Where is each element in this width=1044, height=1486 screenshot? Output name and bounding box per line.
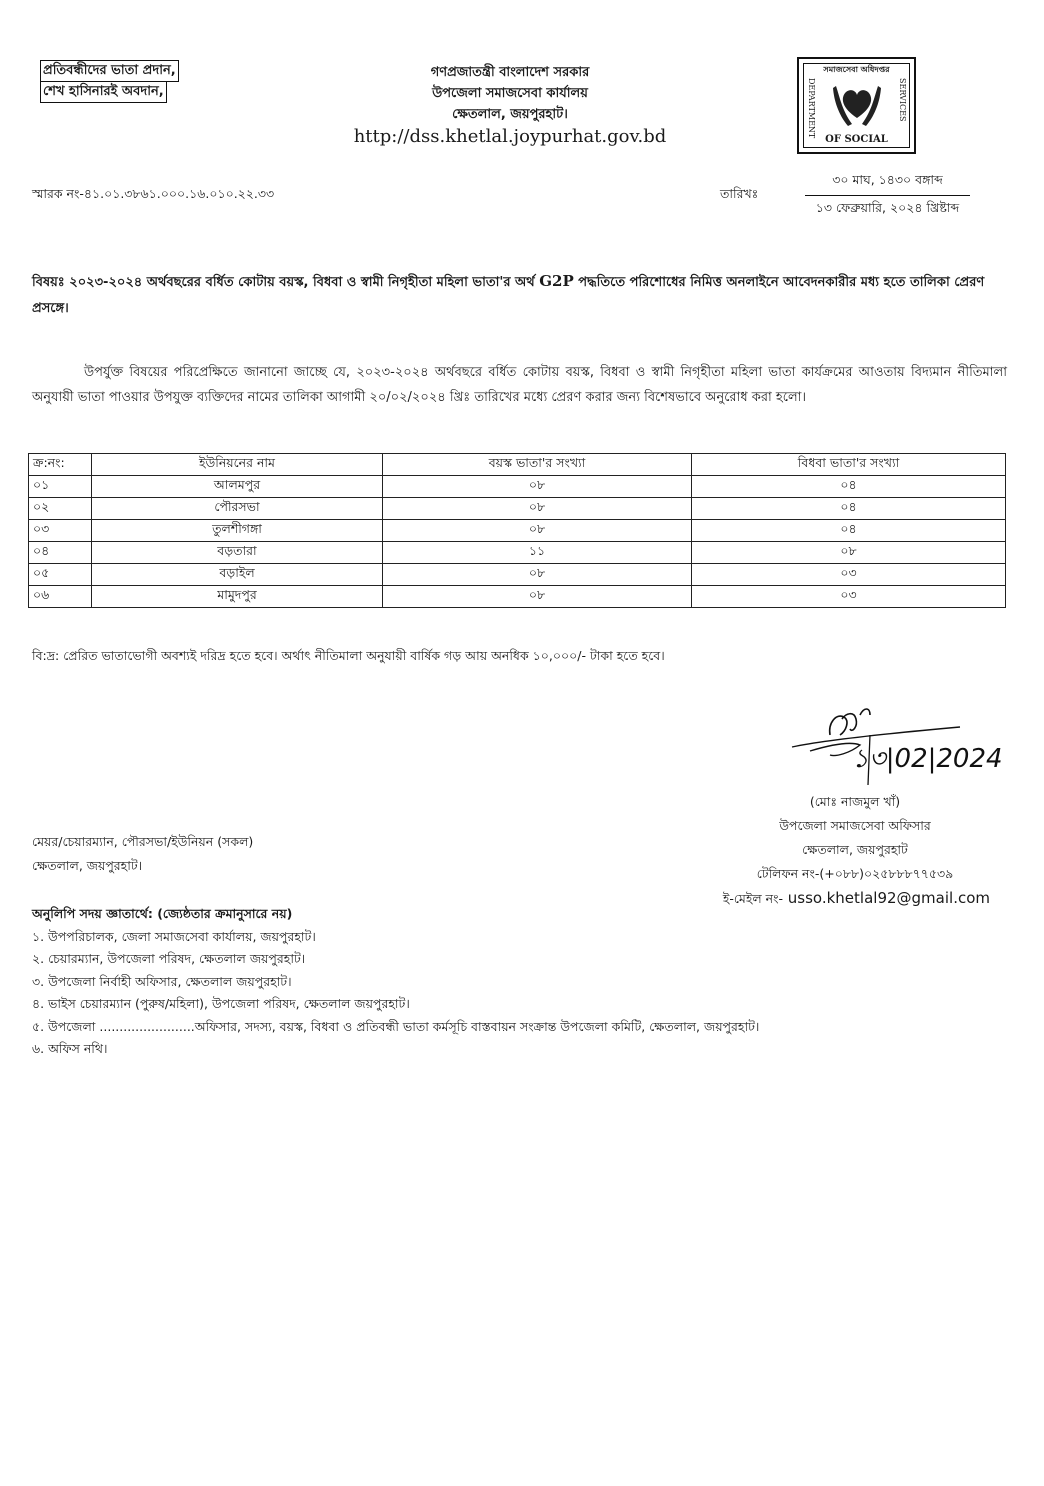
date-block [805,172,970,220]
cell-elderly: ০৮ [383,586,692,608]
cell-serial: ০২ [29,498,92,520]
recipient-line-1: মেয়র/চেয়ারম্যান, পৌরসভা/ইউনিয়ন (সকল) [32,834,254,849]
body-paragraph [32,360,1007,410]
cc-item: ২. চেয়ারম্যান, উপজেলা পরিষদ, ক্ষেতলাল জয়পুরহাট। [32,951,306,966]
table-row [29,586,1006,608]
header-elderly-count: বয়স্ক ভাতা'র সংখ্যা [383,454,692,476]
cell-elderly: ০৮ [383,476,692,498]
email-address[interactable]: usso.khetlal92@gmail.com [787,889,990,907]
date-bangla: ৩০ মাঘ, ১৪৩০ বঙ্গাব্দ [805,172,970,196]
date-label: তারিখঃ [720,186,759,201]
header-widow-count: বিধবা ভাতা'র সংখ্যা [692,454,1006,476]
cell-union: বড়াইল [92,564,383,586]
recipient-block [32,830,253,878]
cell-widow: ০৪ [692,520,1006,542]
date-gregorian: ১৩ ফেব্রুয়ারি, ২০২৪ খ্রিষ্টাব্দ [815,200,960,215]
slogan-line-2: শেখ হাসিনারই অবদান, [40,81,167,103]
special-note: বি:দ্র: প্রেরিত ভাতাভোগী অবশ্যই দরিদ্র হতে হবে। অর্থাৎ নীতিমালা অনুযায়ী বার্ষিক গড় আয় অনধিক ১০,০০০/- টাকা হতে হবে। [32,648,665,663]
department-logo [797,57,916,154]
body-text: উপর্যুক্ত বিষয়ের পরিপ্রেক্ষিতে জানানো জাচ্ছে যে, ২০২৩-২০২৪ অর্থবছরে বর্ধিত কোটায় বয়স্ক, বিধবা ও স্বামী নিগৃহীতা মহিলা ভাতা কার্যক্রমের আওতায় বিদ্যমান নীতিমালা অনুযায়ী ভাতা পাওয়ার উপযুক্ত ব্যক্তিদের নামের তালিকা আগামী ২০/০২/২০২৪ খ্রিঃ তারিখের মধ্যে প্রেরণ করার জন্য বিশেষভাবে অনুরোধ করা হলো। [32,365,1007,405]
signature-date: ১৩|02|2024 [852,744,1003,774]
government-name: গণপ্রজাতন্ত্রী বাংলাদেশ সরকার [430,65,590,80]
cell-elderly: ০৮ [383,520,692,542]
signer-block [700,790,1010,911]
table-row [29,520,1006,542]
cc-item: ৬. অফিস নথি। [32,1041,108,1056]
logo-right-text: SERVICES [898,78,907,122]
cc-item: ১. উপপরিচালক, জেলা সমাজসেবা কার্যালয়, জয়পুরহাট। [32,928,316,944]
memo-number: স্মারক নং-৪১.০১.৩৮৬১.০০০.১৬.০১০.২২.৩৩ [32,186,275,201]
subject-suffix: পদ্ধতিতে পরিশোধের নিমিত্ত অনলাইনে আবেদনকারীর মধ্য হতে তালিকা প্রেরণ প্রসঙ্গে। [32,275,985,316]
email-label: ই-মেইল নং- [722,891,784,906]
website-url[interactable]: http://dss.khetlal.joypurhat.gov.bd [353,126,667,147]
office-location: ক্ষেতলাল, জয়পুরহাট। [452,107,568,122]
cell-serial: ০১ [29,476,92,498]
logo-bottom-text: OF SOCIAL [825,134,888,145]
cc-title: অনুলিপি সদয় জ্ঞাতার্থে: (জ্যেষ্ঠতার ক্রমানুসারে নয়) [32,906,293,921]
table-row [29,564,1006,586]
signer-designation: উপজেলা সমাজসেবা অফিসার [779,818,931,833]
cell-widow: ০৮ [692,542,1006,564]
cc-item: ৪. ভাইস চেয়ারম্যান (পুরুষ/মহিলা), উপজেলা পরিষদ, ক্ষেতলাল জয়পুরহাট। [32,996,410,1011]
table-header-row [29,454,1006,476]
cell-widow: ০৩ [692,586,1006,608]
office-name: উপজেলা সমাজসেবা কার্যালয় [432,86,588,101]
heart-hands-icon [832,80,882,136]
recipient-line-2: ক্ষেতলাল, জয়পুরহাট। [32,858,143,873]
cell-serial: ০৬ [29,586,92,608]
header-union-name: ইউনিয়নের নাম [92,454,383,476]
letterhead [330,62,690,149]
cell-widow: ০৩ [692,564,1006,586]
subject-g2p: G2P [539,272,574,290]
slogan-line-1: প্রতিবন্ধীদের ভাতা প্রদান, [40,60,179,82]
subject-line [32,268,1012,322]
cell-elderly: ১১ [383,542,692,564]
cell-union: বড়তারা [92,542,383,564]
cell-union: আলমপুর [92,476,383,498]
table-row [29,498,1006,520]
cell-serial: ০৫ [29,564,92,586]
table-row [29,542,1006,564]
cell-elderly: ০৮ [383,564,692,586]
union-allowance-table [28,453,1006,608]
table-row [29,476,1006,498]
slogan-box [40,60,179,103]
cc-item: ৩. উপজেলা নির্বাহী অফিসার, ক্ষেতলাল জয়পুরহাট। [32,973,292,989]
cell-union: পৌরসভা [92,498,383,520]
cell-union: মামুদপুর [92,586,383,608]
handwritten-signature [790,705,1005,785]
cell-serial: ০৪ [29,542,92,564]
subject-prefix: বিষয়ঃ ২০২৩-২০২৪ অর্থবছরের বর্ধিত কোটায় বয়স্ক, বিধবা ও স্বামী নিগৃহীতা মহিলা ভাতা'র অর্থ [32,275,535,290]
header-serial: ক্র:নং: [29,454,92,476]
copy-distribution [32,903,759,1061]
cc-item: ৫. উপজেলা ........................অফিসার, সদস্য, বয়স্ক, বিধবা ও প্রতিবন্ধী ভাতা কর্মসূচি বাস্তবায়ন সংক্রান্ত উপজেলা কমিটি, ক্ষেতলাল, জয়পুরহাট। [32,1018,760,1034]
cell-serial: ০৩ [29,520,92,542]
cell-widow: ০৪ [692,476,1006,498]
signer-location: ক্ষেতলাল, জয়পুরহাট [802,842,908,857]
cell-elderly: ০৮ [383,498,692,520]
logo-top-text: সমাজসেবা অধিদপ্তর [823,65,890,74]
signer-name: (মোঃ নাজমুল খাঁ) [809,794,901,809]
signer-phone: টেলিফন নং-(+০৮৮)০২৫৮৮৮৭৭৫৩৯ [756,866,954,881]
logo-left-text: DEPARTMENT [807,78,816,139]
cell-widow: ০৪ [692,498,1006,520]
cell-union: তুলশীগঙ্গা [92,520,383,542]
